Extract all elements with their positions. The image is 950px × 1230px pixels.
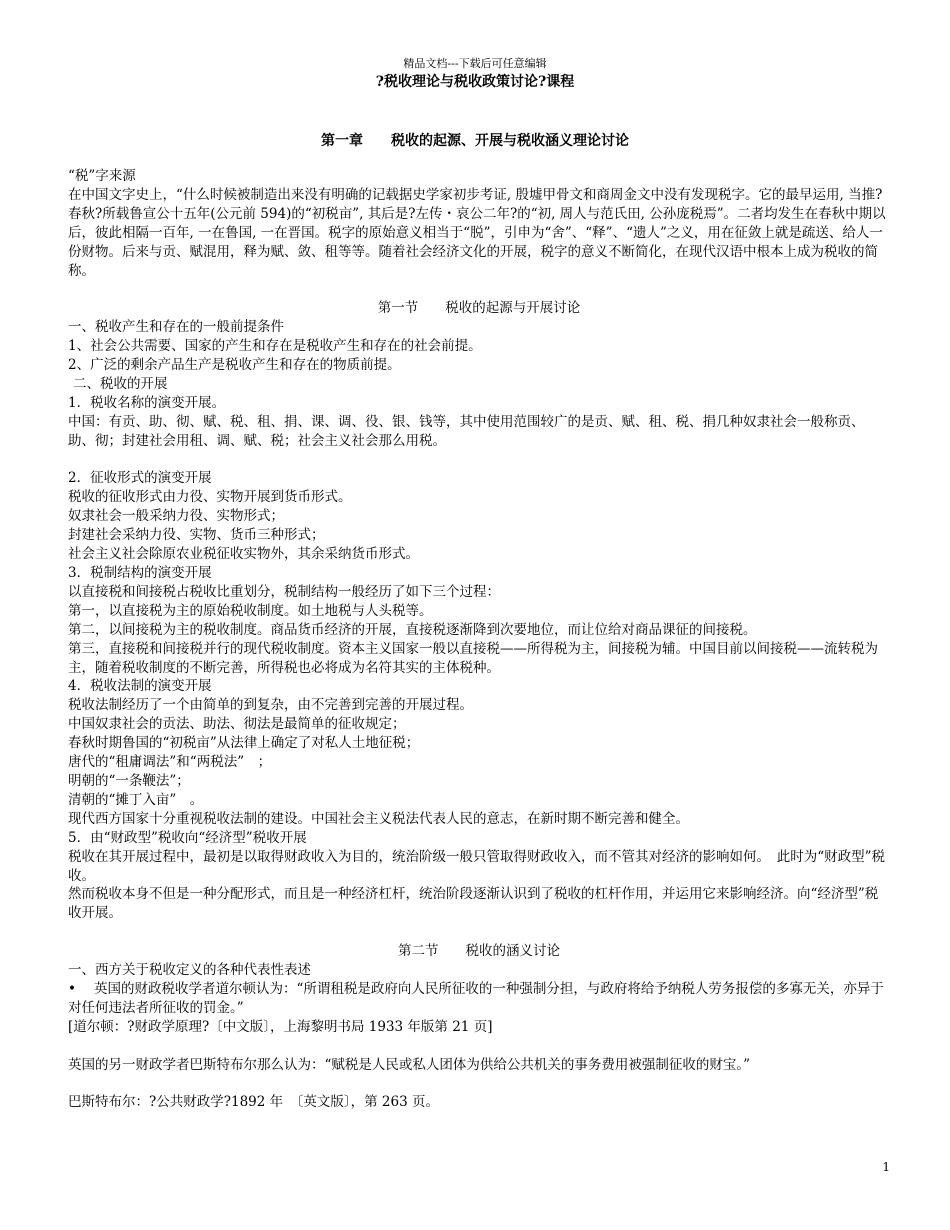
section1-line: 一、税收产生和存在的一般前提条件	[68, 319, 284, 336]
item4-line: 春秋时期鲁国的“初税亩”从法律上确定了对私人土地征税；	[68, 735, 420, 752]
item3-heading: 3．税制结构的演变开展	[68, 565, 212, 581]
citation: 巴斯特布尔：?公共财政学?1892 年 〔英文版〕，第 263 页。	[68, 1094, 439, 1111]
section2-title: 第二节 税收的涵义讨论	[398, 943, 560, 960]
item4-line: 明朝的“一条鞭法”；	[68, 772, 190, 789]
item5-heading: 5．由“财政型”税收向“经济型”税收开展	[68, 829, 307, 846]
item2-heading: 2．征收形式的演变开展	[68, 470, 212, 487]
spacer	[68, 1037, 890, 1056]
chapter-title: 第一章 税收的起源、开展与税收涵义理论讨论	[321, 133, 629, 149]
citation: [道尔顿：?财政学原理?〔中文版〕，上海黎明书局 1933 年版第 21 页]	[68, 1018, 493, 1035]
item5-paragraph: 税收在其开展过程中，最初是以取得财政收入为目的，统治阶级一般只管取得财政收入，而不管其对经济的影响如何。 此时为“财政型”税收。	[68, 848, 886, 884]
item5-paragraph: 然而税收本身不但是一种分配形式，而且是一种经济杠杆，统治阶段逐渐认识到了税收的杠杆作用，并运用它来影响经济。向“经济型”税收开展。	[68, 886, 879, 922]
document-body	[68, 167, 890, 1112]
origin-paragraph: 在中国文字史上，“什么时候被制造出来没有明确的记载据史学家初步考证, 殷墟甲骨文和商周金文中没有发现税字。它的最早运用, 当推?春秋?所载鲁宣公十五年(公元前 594)的“初税亩”, 其后是?左传・哀公二年?的“初, 周人与范氏田, 公孙庞税焉”。二者均发生在春秋中期以后，彼此相隔一百年, 一在鲁国, 一在晋国。税字的原始意义相当于“脱”，引申为“舍”、“释”、“遗人”之义，用在征敛上就是疏送、给人一份财物。后来与贡、赋混用，释为赋、敛、租等等。随着社会经济文化的开展，税字的意义不断简化，在现代汉语中根本上成为税收的简称。	[68, 186, 886, 279]
page-number: 1	[882, 1160, 890, 1174]
item2-line: 封建社会采纳力役、实物、货币三种形式；	[68, 527, 325, 544]
origin-heading: “税”字来源	[68, 168, 136, 184]
item1-heading: 1．税收名称的演变开展。	[68, 394, 226, 411]
document-title: ?税收理论与税收政策讨论?课程	[375, 74, 575, 90]
spacer	[68, 1074, 890, 1093]
bullet-quote	[68, 980, 890, 1018]
item3-line: 第一，以直接税为主的原始税收制度。如土地税与人头税等。	[68, 602, 433, 619]
quote-paragraph: 英国的另一财政学者巴斯特布尔那么认为：“赋税是人民或私人团体为供给公共机关的事务费用被强制征收的财宝。”	[68, 1056, 751, 1073]
spacer	[68, 280, 890, 299]
section2-subheading: 一、西方关于税收定义的各种代表性表述	[68, 962, 311, 979]
header-note: 精品文档---下载后可任意编辑	[403, 57, 547, 70]
section1-line: 2、广泛的剩余产品生产是税收产生和存在的物质前提。	[68, 357, 401, 374]
spacer	[68, 923, 890, 942]
item2-line: 奴隶社会一般采纳力役、实物形式；	[68, 508, 284, 525]
item4-line: 税收法制经历了一个由简单的到复杂，由不完善到完善的开展过程。	[68, 697, 473, 714]
item4-line: 中国奴隶社会的贡法、助法、彻法是最简单的征收规定；	[68, 716, 406, 733]
bullet-mark: •	[68, 980, 76, 997]
subsection-heading: 二、税收的开展	[73, 375, 168, 392]
item3-line: 第二，以间接税为主的税收制度。商品货币经济的开展，直接税逐渐降到次要地位，而让位给对商品课征的间接税。	[68, 621, 757, 638]
spacer	[68, 451, 890, 470]
item2-line: 税收的征收形式由力役、实物开展到货币形式。	[68, 489, 352, 506]
item3-line: 第三，直接税和间接税并行的现代税收制度。资本主义国家一般以直接税——所得税为主，间接税为辅。中国目前以间接税——流转税为主，随着税收制度的不断完善，所得税也必将成为名符其实的主体税种。	[68, 640, 878, 676]
item4-line: 唐代的“租庸调法”和“两税法” ；	[68, 754, 272, 771]
item4-heading: 4．税收法制的演变开展	[68, 678, 212, 695]
item4-line: 清朝的“摊丁入亩” 。	[68, 791, 204, 808]
item4-line: 现代西方国家十分重视税收法制的建设。中国社会主义税法代表人民的意志，在新时期不断完善和健全。	[68, 810, 689, 827]
section1-title: 第一节 税收的起源与开展讨论	[377, 300, 581, 317]
section1-line: 1、社会公共需要、国家的产生和存在是税收产生和存在的社会前提。	[68, 338, 482, 355]
item2-line: 社会主义社会除原农业税征收实物外，其余采纳货币形式。	[68, 546, 419, 563]
item3-line: 以直接税和间接税占税收比重划分，税制结构一般经历了如下三个过程：	[68, 583, 500, 600]
item1-text: 中国：有贡、助、彻、赋、税、租、捐、课、调、役、银、钱等，其中使用范围较广的是贡、赋、租、税、捐几种奴隶社会一般称贡、助、彻；封建社会用租、调、赋、税；社会主义社会那么用税。	[68, 413, 865, 449]
bullet-text: 英国的财政税收学者道尔顿认为：“所谓租税是政府向人民所征收的一种强制分担，与政府将给予纳税人劳务报偿的多寡无关，亦异于对任何违法者所征收的罚金。”	[68, 980, 884, 1016]
